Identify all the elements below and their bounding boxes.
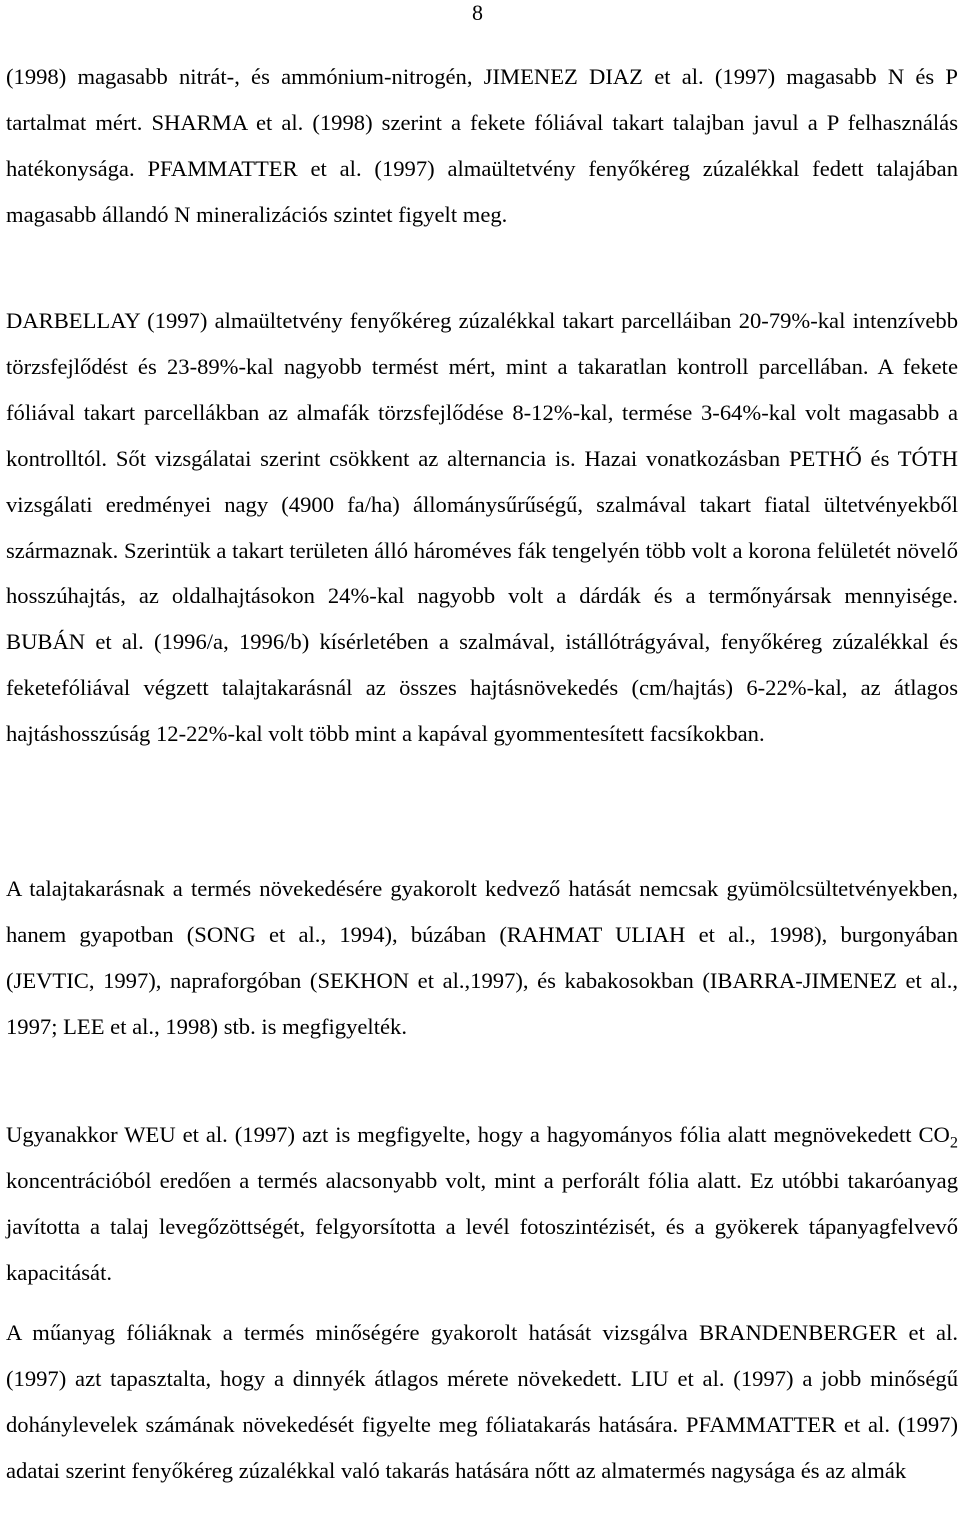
paragraph-weu-text-end: koncentrációból eredően a termés alacsonyabb volt, mint a perforált fólia alatt. Ez utóbbi takaróanyag javította a talaj levegőzöttségét, felgyorsította a levél fotoszintézisét, és a gyökerek tápanyagfelvevő kapacitását. — [6, 1167, 958, 1285]
paragraph-weu-findings — [6, 1112, 958, 1296]
paragraph-nitrogen-findings: (1998) magasabb nitrát-, és ammónium-nitrogén, JIMENEZ DIAZ et al. (1997) magasabb N és P tartalmat mért. SHARMA et al. (1998) szerint a fekete fóliával takart talajban javul a P felhasználás hatékonysága. PFAMMATTER et al. (1997) almaültetvény fenyőkéreg zúzalékkal fedett talajában magasabb állandó N mineralizációs szintet figyelt meg. — [6, 64, 958, 227]
paragraph-darbellay-findings: DARBELLAY (1997) almaültetvény fenyőkéreg zúzalékkal takart parcelláiban 20-79%-kal intenzívebb törzsfejlődést és 23-89%-kal nagyobb termést mért, mint a takaratlan kontroll parcellában. A fekete fóliával takart parcellákban az almafák törzsfejlődése 8-12%-kal, termése 3-64%-kal volt magasabb a kontrolltól. Sőt vizsgálatai szerint csökkent az alternancia is. Hazai vonatkozásban PETHŐ és TÓTH vizsgálati eredményei nagy (4900 fa/ha) állománysűrűségű, szalmával takart fiatal ültetvényekből származnak. Szerintük a takart területen álló hároméves fák tengelyén több volt a korona felületét növelő hosszúhajtás, az oldalhajtásokon 24%-kal nagyobb volt a dárdák és a termőnyársak mennyisége. BUBÁN et al. (1996/a, 1996/b) kísérletében a szalmával, istállótrágyával, fenyőkéreg zúzalékkal és feketefóliával végzett talajtakarásnál az összes hajtásnövekedés (cm/hajtás) 6-22%-kal, az átlagos hajtáshosszúság 12-22%-kal volt több mint a kapával gyommentesített facsíkokban. — [6, 308, 958, 747]
paragraph-weu-text-start: Ugyanakkor WEU et al. (1997) azt is megfigyelte, hogy a hagyományos fólia alatt megnövekedett CO — [6, 1122, 950, 1147]
paragraph-yield-increase: A talajtakarásnak a termés növekedésére gyakorolt kedvező hatását nemcsak gyümölcsültetvényekben, hanem gyapotban (SONG et al., 1994), búzában (RAHMAT ULIAH et al., 1998), burgonyában (JEVTIC, 1997), napraforgóban (SEKHON et al.,1997), és kabakosokban (IBARRA-JIMENEZ et al., 1997; LEE et al., 1998) stb. is megfigyelték. — [6, 876, 958, 1039]
page-number: 8 — [472, 0, 483, 25]
paragraph-quality-effects: A műanyag fóliáknak a termés minőségére gyakorolt hatását vizsgálva BRANDENBERGER et al. (1997) azt tapasztalta, hogy a dinnyék átlagos mérete növekedett. LIU et al. (1997) a jobb minőségű dohánylevelek számának növekedését figyelte meg fóliatakarás hatására. PFAMMATTER et al. (1997) adatai szerint fenyőkéreg zúzalékkal való takarás hatására nőtt az almatermés nagysága és az almák — [6, 1320, 958, 1483]
co2-subscript: 2 — [949, 1133, 958, 1152]
